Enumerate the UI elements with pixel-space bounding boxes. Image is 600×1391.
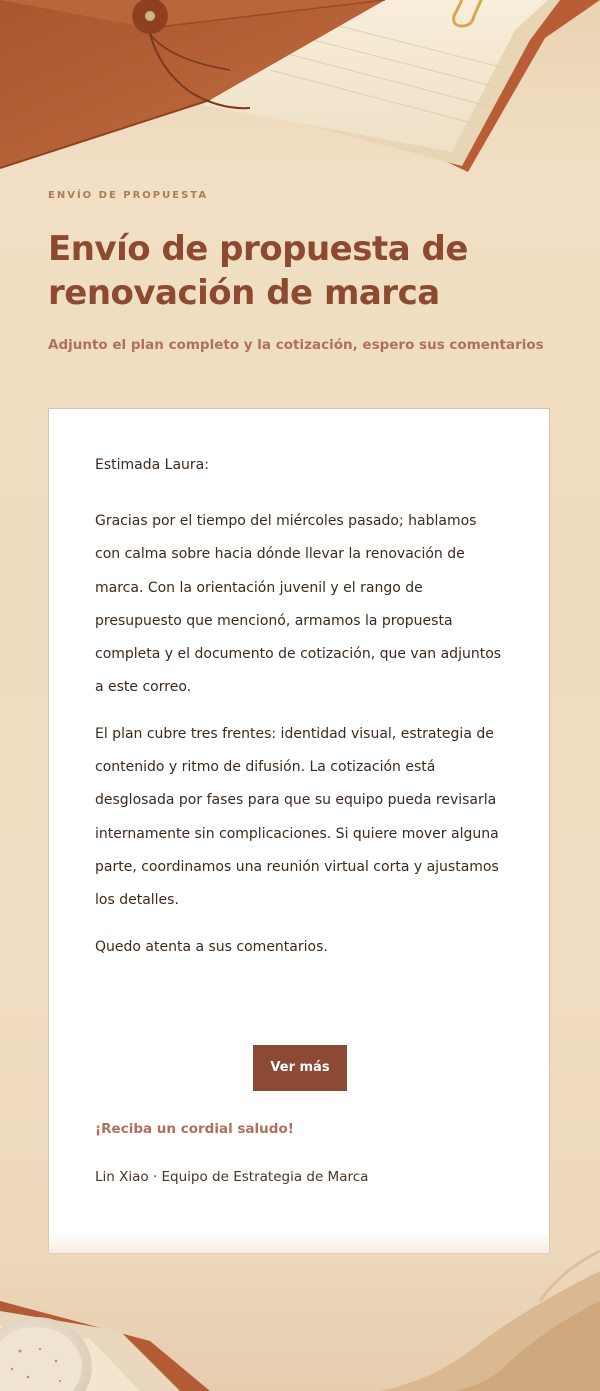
email-header [48, 190, 568, 353]
email-card [48, 408, 550, 1254]
eyebrow-label: ENVÍO DE PROPUESTA [48, 190, 209, 201]
cta-container [49, 1045, 551, 1091]
email-signature: Lin Xiao · Equipo de Estrategia de Marca [95, 1169, 369, 1185]
email-greeting: Estimada Laura: [95, 457, 209, 473]
email-paragraph-1: Gracias por el tiempo del miércoles pasado; hablamos con calma sobre hacia dónde llevar la renovación de marca. Con la orientación juvenil y el rango de presupuesto que mencionó, armamos la propuesta completa y el documento de cotización, que van adjuntos a este correo. [95, 513, 502, 696]
email-body [95, 455, 505, 964]
email-paragraph-2: El plan cubre tres frentes: identidad visual, estrategia de contenido y ritmo de difusión. La cotización está desglosada por fases para que su equipo pueda revisarla internamente sin complicaciones. Si quiere mover alguna parte, coordinamos una reunión virtual corta y ajustamos los detalles. [95, 725, 499, 909]
email-closing: ¡Reciba un cordial saludo! [95, 1121, 294, 1137]
email-title: Envío de propuesta de renovación de marca [48, 229, 468, 313]
email-subtitle: Adjunto el plan completo y la cotización, espero sus comentarios [48, 337, 544, 353]
header-stationery-image [0, 0, 600, 190]
footer-decor-image [0, 1231, 600, 1391]
email-paragraph-3: Quedo atenta a sus comentarios. [95, 938, 328, 955]
see-more-button[interactable]: Ver más [253, 1045, 347, 1091]
